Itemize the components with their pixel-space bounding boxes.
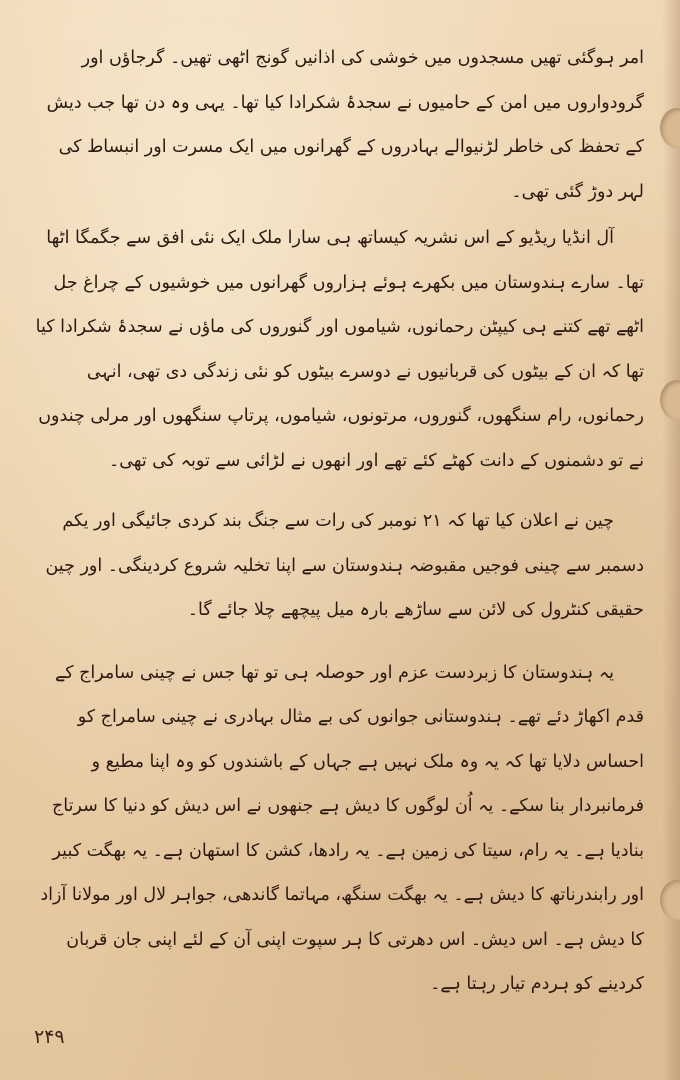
paragraph-1: امر ہوگئی تھیں مسجدوں میں خوشی کی اذانیں گونج اٹھی تھیں۔ گرجاؤں اور گرودواروں میں امن کے حامیوں نے سجدۂ شکرادا کیا تھا۔ یہی وہ دن تھا جب دیش کے تحفظ کی خاطر لڑنیوالے بہادروں کے گھرانوں میں ایک مسرت اور انبساط کی لہر دوڑ گئی تھی۔ bbox=[46, 48, 644, 202]
paragraph-3: چین نے اعلان کیا تھا کہ ۲۱ نومبر کی رات سے جنگ بند کردی جائیگی اور یکم دسمبر سے چینی فوجیں مقبوضہ ہندوستان سے اپنا تخلیہ شروع کردینگی۔ اور چین حقیقی کنٹرول کی لائن سے ساڑھے بارہ میل پیچھے چلا جائے گا۔ bbox=[45, 511, 644, 620]
page-body-text bbox=[34, 36, 644, 1007]
page-number: ۲۴۹ bbox=[34, 1026, 65, 1048]
paragraph-2: آل انڈیا ریڈیو کے اس نشریہ کیساتھ ہی سارا ملک ایک نئی افق سے جگمگا اٹھا تھا۔ سارے ہندوستان میں بکھرے ہوئے ہزاروں گھرانوں میں خوشیوں کے چراغ جل اٹھے تھے کتنے ہی کیپٹن رحمانوں، شیاموں اور گنوروں کی ماؤں نے سجدۂ شکرادا کیا تھا کہ ان کے بیٹوں کی قربانیوں نے دوسرے بیٹوں کو نئی زندگی دی تھی، انہی رحمانوں، رام سنگھوں، گنوروں، مرتونوں، شیاموں، پرتاپ سنگھوں اور مرلی چندوں نے تو دشمنوں کے دانت کھٹے کئے تھے اور انھوں نے لڑائی سے توبہ کی تھی۔ bbox=[35, 228, 644, 471]
paragraph-4: یہ ہندوستان کا زبردست عزم اور حوصلہ ہی تو تھا جس نے چینی سامراج کے قدم اکھاڑ دئے تھے۔ ہندوستانی جوانوں کی بے مثال بہادری نے چینی سامراج کو احساس دلایا تھا کہ یہ وہ ملک نہیں ہے جہاں کے باشندوں کو وہ اپنا مطیع و فرمانبردار بنا سکے۔ یہ اُن لوگوں کا دیش ہے جنھوں نے اس دیش کو دنیا کا سرتاج بنادیا ہے۔ یہ رام، سیتا کی زمین ہے۔ یہ رادھا، کشن کا استھان ہے۔ یہ بھگت کبیر اور رابندرناتھ کا دیش ہے۔ یہ بھگت سنگھ، مہاتما گاندھی، جواہر لال اور مولانا آزاد کا دیش ہے۔ اس دیش۔ اس دھرتی کا ہر سپوت اپنی آن کے لئے اپنی جان قربان کردینے کو ہردم تیار رہتا ہے۔ bbox=[40, 662, 644, 994]
